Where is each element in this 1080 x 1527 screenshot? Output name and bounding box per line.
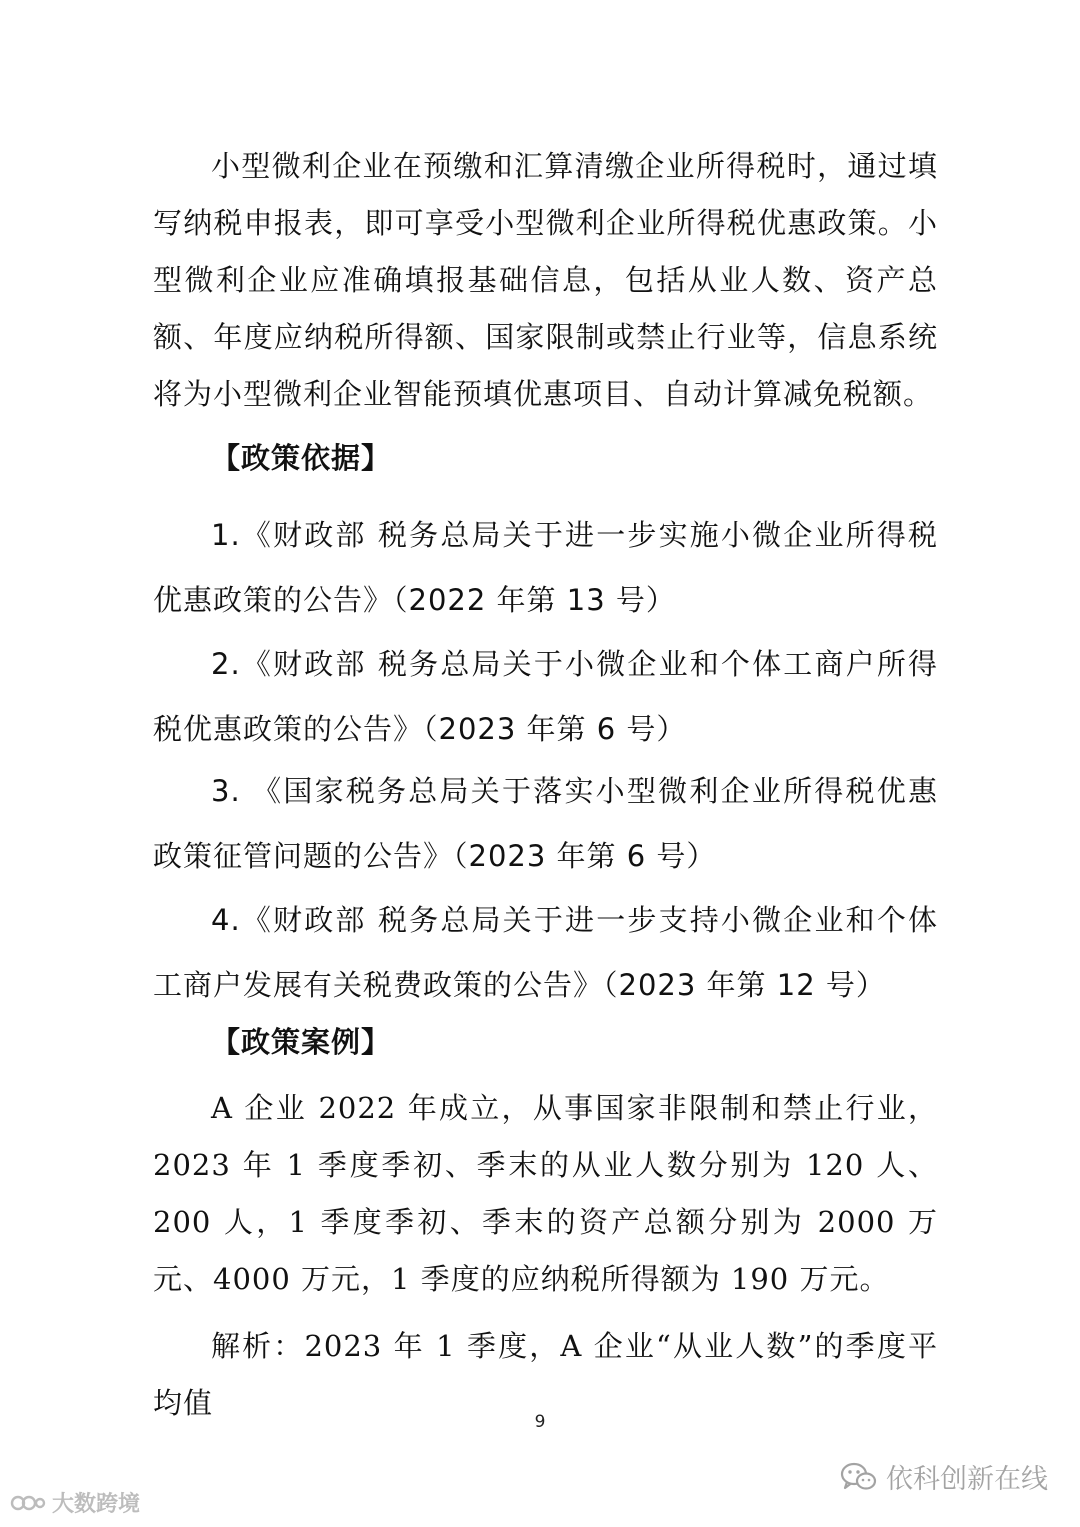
- case-paragraph: A 企业 2022 年成立，从事国家非限制和禁止行业，2023 年 1 季度季初、季末的从业人数分别为 120 人、200 人，1 季度季初、季末的资产总额分别为 2000 万元、4000 万元，1 季度的应纳税所得额为 190 万元。: [153, 1091, 938, 1296]
- policy-reference-1: 1.《财政部 税务总局关于进一步实施小微企业所得税优惠政策的公告》（2022 年第 13 号）: [153, 518, 938, 617]
- policy-reference-2: 2.《财政部 税务总局关于小微企业和个体工商户所得税优惠政策的公告》（2023 年第 6 号）: [153, 647, 938, 746]
- page-number: 9: [534, 1412, 546, 1432]
- policy-basis-heading: 【政策依据】: [211, 441, 392, 475]
- policy-case-heading: 【政策案例】: [211, 1025, 392, 1059]
- wechat-icon: [840, 1461, 878, 1493]
- watermark-left: [10, 1487, 140, 1518]
- policy-reference-4: 4.《财政部 税务总局关于进一步支持小微企业和个体工商户发展有关税费政策的公告》（2023 年第 12 号）: [153, 903, 938, 1002]
- watermark-right: [840, 1457, 1048, 1496]
- watermark-left-text: 大数跨境: [52, 1492, 141, 1517]
- intro-paragraph: 小型微利企业在预缴和汇算清缴企业所得税时，通过填写纳税申报表，即可享受小型微利企业所得税优惠政策。小型微利企业应准确填报基础信息，包括从业人数、资产总额、年度应纳税所得额、国家限制或禁止行业等，信息系统将为小型微利企业智能预填优惠项目、自动计算减免税额。: [153, 149, 938, 411]
- analysis-paragraph: 解析：2023 年 1 季度，A 企业“从业人数”的季度平均值: [153, 1329, 938, 1420]
- logo-mark-icon: [10, 1490, 46, 1516]
- policy-reference-3: 3. 《国家税务总局关于落实小型微利企业所得税优惠政策征管问题的公告》（2023 年第 6 号）: [153, 774, 938, 873]
- watermark-right-text: 依科创新在线: [886, 1464, 1048, 1495]
